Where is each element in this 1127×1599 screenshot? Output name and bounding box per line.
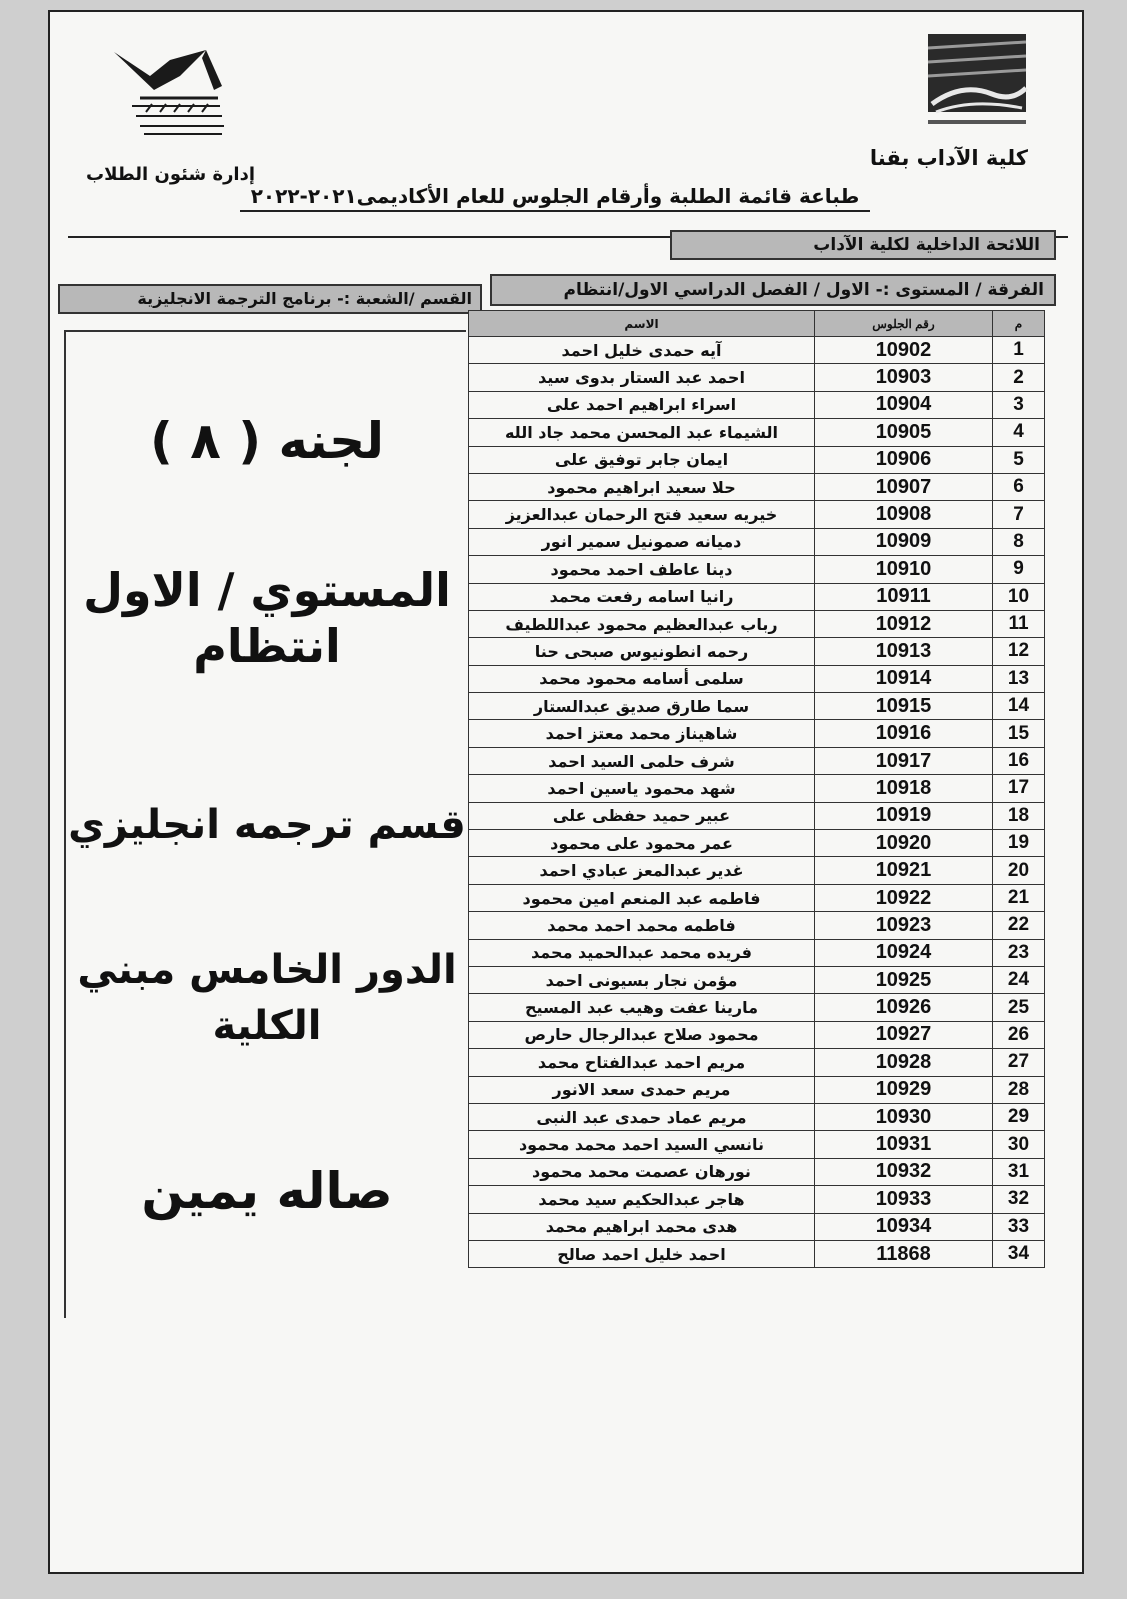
table-row xyxy=(469,391,1045,418)
row-index: 31 xyxy=(993,1158,1045,1185)
row-index: 11 xyxy=(993,610,1045,637)
seat-number: 10934 xyxy=(815,1213,993,1240)
student-name: مريم عماد حمدى عبد النبى xyxy=(469,1103,815,1130)
seat-number: 10911 xyxy=(815,583,993,610)
student-name: عبير حميد حفظى على xyxy=(469,802,815,829)
seat-number: 10921 xyxy=(815,857,993,884)
department-label: القسم /الشعبة :- برنامج الترجمة الانجليزية xyxy=(58,284,482,314)
student-name: الشيماء عبد المحسن محمد جاد الله xyxy=(469,419,815,446)
table-row xyxy=(469,1213,1045,1240)
university-logo xyxy=(110,46,228,146)
seat-number: 10902 xyxy=(815,337,993,364)
table-row xyxy=(469,1186,1045,1213)
table-row xyxy=(469,446,1045,473)
student-name: رانيا اسامه رفعت محمد xyxy=(469,583,815,610)
row-index: 26 xyxy=(993,1021,1045,1048)
seat-number: 10914 xyxy=(815,665,993,692)
table-body xyxy=(469,337,1045,1268)
row-index: 5 xyxy=(993,446,1045,473)
seat-number: 11868 xyxy=(815,1240,993,1267)
table-row xyxy=(469,1021,1045,1048)
row-index: 4 xyxy=(993,419,1045,446)
student-name: شرف حلمى السيد احمد xyxy=(469,747,815,774)
student-name: مؤمن نجار بسيونى احمد xyxy=(469,966,815,993)
row-index: 7 xyxy=(993,501,1045,528)
seat-number: 10908 xyxy=(815,501,993,528)
department-info: قسم ترجمه انجليزي xyxy=(68,802,466,848)
faculty-name: كلية الآداب بقنا xyxy=(869,146,1028,170)
column-header-name: الاسم xyxy=(469,311,815,337)
table-row xyxy=(469,1076,1045,1103)
seat-number: 10909 xyxy=(815,528,993,555)
table-row xyxy=(469,337,1045,364)
regulation-label: اللائحة الداخلية لكلية الآداب xyxy=(670,230,1056,260)
seat-number: 10931 xyxy=(815,1131,993,1158)
table-row xyxy=(469,912,1045,939)
student-name: محمود صلاح عبدالرجال حارص xyxy=(469,1021,815,1048)
student-name: شاهيناز محمد معتز احمد xyxy=(469,720,815,747)
row-index: 15 xyxy=(993,720,1045,747)
student-name: احمد عبد الستار بدوى سيد xyxy=(469,364,815,391)
row-index: 3 xyxy=(993,391,1045,418)
floor-info xyxy=(66,942,468,1054)
student-name: هاجر عبدالحكيم سيد محمد xyxy=(469,1186,815,1213)
column-header-index: م xyxy=(993,311,1045,337)
table-row xyxy=(469,556,1045,583)
student-name: رحمه انطونيوس صبحى حنا xyxy=(469,638,815,665)
table-row xyxy=(469,1240,1045,1267)
seat-number: 10906 xyxy=(815,446,993,473)
seat-number: 10918 xyxy=(815,775,993,802)
document-title: طباعة قائمة الطلبة وأرقام الجلوس للعام الأكاديمى٢٠٢١-٢٠٢٢ xyxy=(240,184,870,212)
row-index: 34 xyxy=(993,1240,1045,1267)
seat-number: 10916 xyxy=(815,720,993,747)
floor-line-1: الدور الخامس مبني xyxy=(77,947,457,993)
seat-number: 10910 xyxy=(815,556,993,583)
table-row xyxy=(469,665,1045,692)
row-index: 13 xyxy=(993,665,1045,692)
row-index: 28 xyxy=(993,1076,1045,1103)
level-line-1: المستوي / الاول xyxy=(83,563,451,617)
table-row xyxy=(469,939,1045,966)
column-header-seat: رقم الجلوس xyxy=(815,311,993,337)
table-row xyxy=(469,693,1045,720)
student-affairs-label: إدارة شئون الطلاب xyxy=(86,164,256,185)
table-row xyxy=(469,583,1045,610)
student-name: دينا عاطف احمد محمود xyxy=(469,556,815,583)
seat-number: 10932 xyxy=(815,1158,993,1185)
level-line-2: انتظام xyxy=(193,619,341,673)
student-name: شهد محمود ياسين احمد xyxy=(469,775,815,802)
table-row xyxy=(469,966,1045,993)
row-index: 17 xyxy=(993,775,1045,802)
table-row xyxy=(469,1049,1045,1076)
student-name: ايمان جابر توفيق على xyxy=(469,446,815,473)
seat-number: 10925 xyxy=(815,966,993,993)
seat-number: 10922 xyxy=(815,884,993,911)
student-name: غدير عبدالمعز عبادي احمد xyxy=(469,857,815,884)
table-row xyxy=(469,994,1045,1021)
table-row xyxy=(469,501,1045,528)
row-index: 33 xyxy=(993,1213,1045,1240)
document-page xyxy=(48,10,1084,1574)
student-name: خيريه سعيد فتح الرحمان عبدالعزيز xyxy=(469,501,815,528)
row-index: 14 xyxy=(993,693,1045,720)
table-row xyxy=(469,610,1045,637)
table-row xyxy=(469,720,1045,747)
table-row xyxy=(469,747,1045,774)
seat-number: 10923 xyxy=(815,912,993,939)
row-index: 24 xyxy=(993,966,1045,993)
seat-number: 10905 xyxy=(815,419,993,446)
student-name: نانسي السيد احمد محمد محمود xyxy=(469,1131,815,1158)
seat-number: 10903 xyxy=(815,364,993,391)
row-index: 10 xyxy=(993,583,1045,610)
table-row xyxy=(469,802,1045,829)
student-name: مريم حمدى سعد الانور xyxy=(469,1076,815,1103)
row-index: 2 xyxy=(993,364,1045,391)
row-index: 6 xyxy=(993,473,1045,500)
seat-number: 10933 xyxy=(815,1186,993,1213)
seat-number: 10920 xyxy=(815,830,993,857)
student-name: فاطمه عبد المنعم امين محمود xyxy=(469,884,815,911)
table-row xyxy=(469,473,1045,500)
student-name: عمر محمود على محمود xyxy=(469,830,815,857)
level-info xyxy=(66,562,468,674)
row-index: 18 xyxy=(993,802,1045,829)
row-index: 12 xyxy=(993,638,1045,665)
student-name: فريده محمد عبدالحميد محمد xyxy=(469,939,815,966)
seat-number: 10929 xyxy=(815,1076,993,1103)
table-row xyxy=(469,528,1045,555)
seat-number: 10917 xyxy=(815,747,993,774)
student-name: مريم احمد عبدالفتاح محمد xyxy=(469,1049,815,1076)
row-index: 20 xyxy=(993,857,1045,884)
seat-number: 10907 xyxy=(815,473,993,500)
row-index: 9 xyxy=(993,556,1045,583)
table-row xyxy=(469,775,1045,802)
faculty-logo xyxy=(922,28,1032,134)
table-row xyxy=(469,364,1045,391)
student-name: دميانه صمونيل سمير انور xyxy=(469,528,815,555)
hall-info: صاله يمين xyxy=(141,1162,393,1220)
table-header-row xyxy=(469,311,1045,337)
row-index: 1 xyxy=(993,337,1045,364)
student-name: حلا سعيد ابراهيم محمود xyxy=(469,473,815,500)
row-index: 23 xyxy=(993,939,1045,966)
row-index: 30 xyxy=(993,1131,1045,1158)
row-index: 21 xyxy=(993,884,1045,911)
student-name: سما طارق صديق عبدالستار xyxy=(469,693,815,720)
committee-number: لجنه ( ٨ ) xyxy=(149,412,384,470)
row-index: 16 xyxy=(993,747,1045,774)
seat-number: 10912 xyxy=(815,610,993,637)
student-name: آيه حمدى خليل احمد xyxy=(469,337,815,364)
student-name: هدى محمد ابراهيم محمد xyxy=(469,1213,815,1240)
table-row xyxy=(469,1158,1045,1185)
table-row xyxy=(469,638,1045,665)
row-index: 22 xyxy=(993,912,1045,939)
row-index: 25 xyxy=(993,994,1045,1021)
seat-number: 10924 xyxy=(815,939,993,966)
student-name: فاطمه محمد احمد محمد xyxy=(469,912,815,939)
student-name: اسراء ابراهيم احمد على xyxy=(469,391,815,418)
table-row xyxy=(469,419,1045,446)
seat-number: 10930 xyxy=(815,1103,993,1130)
seat-number: 10926 xyxy=(815,994,993,1021)
seat-number: 10919 xyxy=(815,802,993,829)
student-name: رباب عبدالعظيم محمود عبداللطيف xyxy=(469,610,815,637)
floor-line-2: الكلية xyxy=(212,1003,322,1049)
seat-number: 10928 xyxy=(815,1049,993,1076)
seat-number: 10913 xyxy=(815,638,993,665)
table-row xyxy=(469,884,1045,911)
students-table xyxy=(468,310,1045,1268)
seat-number: 10927 xyxy=(815,1021,993,1048)
table-row xyxy=(469,1103,1045,1130)
student-name: نورهان عصمت محمد محمود xyxy=(469,1158,815,1185)
student-name: مارينا عفت وهيب عبد المسيح xyxy=(469,994,815,1021)
row-index: 32 xyxy=(993,1186,1045,1213)
row-index: 8 xyxy=(993,528,1045,555)
row-index: 27 xyxy=(993,1049,1045,1076)
student-name: احمد خليل احمد صالح xyxy=(469,1240,815,1267)
seat-number: 10904 xyxy=(815,391,993,418)
committee-info-panel xyxy=(64,330,466,1318)
row-index: 29 xyxy=(993,1103,1045,1130)
student-name: سلمى أسامه محمود محمد xyxy=(469,665,815,692)
level-label: الفرقة / المستوى :- الاول / الفصل الدراسي الاول/انتظام xyxy=(490,274,1056,306)
seat-number: 10915 xyxy=(815,693,993,720)
table-row xyxy=(469,1131,1045,1158)
row-index: 19 xyxy=(993,830,1045,857)
table-row xyxy=(469,857,1045,884)
table-row xyxy=(469,830,1045,857)
